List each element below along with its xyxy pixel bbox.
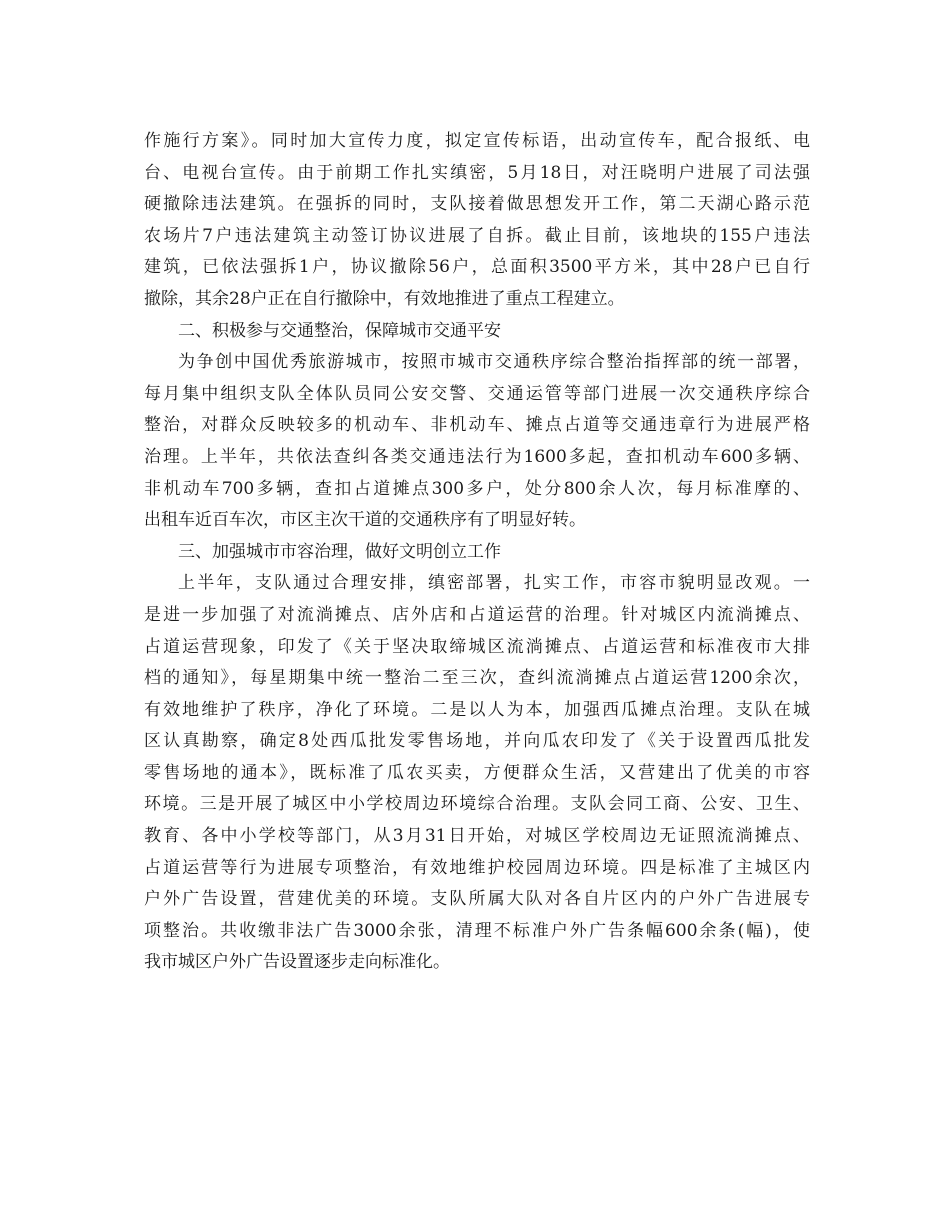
text-line: 建筑，已依法强拆1户，协议撤除56户，总面积3500平方米，其中28户已自行 [144, 257, 810, 278]
text-line: 项整治。共收缴非法广告3000余张，清理不标准户外广告条幅600余条(幅)，使 [144, 920, 810, 941]
text-line: 整治，对群众反映较多的机动车、非机动车、摊点占道等交通违章行为进展严格 [144, 415, 810, 436]
text-line: 占道运营现象，印发了《关于坚决取缔城区流淌摊点、占道运营和标准夜市大排 [144, 636, 810, 657]
text-line: 非机动车700多辆，查扣占道摊点300多户，处分800余人次，每月标准摩的、 [144, 478, 810, 499]
paragraph-start-line: 三、加强城市市容治理，做好文明创立工作 [178, 541, 501, 562]
text-line: 占道运营等行为进展专项整治，有效地维护校园周边环境。四是标准了主城区内 [144, 857, 810, 878]
text-line: 零售场地的通本》，既标准了瓜农买卖，方便群众生活，又营建出了优美的市容 [144, 762, 810, 783]
document-body [144, 126, 810, 979]
text-line: 有效地维护了秩序，净化了环境。二是以人为本，加强西瓜摊点治理。支队在城 [144, 699, 810, 720]
text-line: 每月集中组织支队全体队员同公安交警、交通运管等部门进展一次交通秩序综合 [144, 383, 810, 404]
text-line: 是进一步加强了对流淌摊点、店外店和占道运营的治理。针对城区内流淌摊点、 [144, 604, 810, 625]
text-line: 台、电视台宣传。由于前期工作扎实缜密，5月18日，对汪晓明户进展了司法强 [144, 162, 810, 183]
text-line: 档的通知》，每星期集中统一整治二至三次，查纠流淌摊点占道运营1200余次， [144, 668, 810, 689]
text-line: 作施行方案》。同时加大宣传力度，拟定宣传标语，出动宣传车，配合报纸、电 [144, 131, 810, 151]
text-line: 区认真勘察，确定8处西瓜批发零售场地，并向瓜农印发了《关于设置西瓜批发 [144, 731, 810, 752]
paragraph-start-line: 二、积极参与交通整治，保障城市交通平安 [178, 320, 501, 341]
text-line: 农场片7户违法建筑主动签订协议进展了自拆。截止目前，该地块的155户违法 [144, 225, 810, 246]
text-line: 出租车近百车次，市区主次干道的交通秩序有了明显好转。 [144, 510, 586, 531]
text-line: 环境。三是开展了城区中小学校周边环境综合治理。支队会同工商、公安、卫生、 [144, 794, 810, 815]
paragraph-start-line: 为争创中国优秀旅游城市，按照市城市交通秩序综合整治指挥部的统一部署， [178, 352, 810, 373]
text-line: 撤除，其余28户正在自行撤除中，有效地推进了重点工程建立。 [144, 288, 625, 309]
text-line: 户外广告设置，营建优美的环境。支队所属大队对各自片区内的户外广告进展专 [144, 889, 810, 910]
paragraph-start-line: 上半年，支队通过合理安排，缜密部署，扎实工作，市容市貌明显改观。一 [178, 573, 810, 594]
text-line: 教育、各中小学校等部门，从3月31日开始，对城区学校周边无证照流淌摊点、 [144, 826, 810, 847]
text-line: 我市城区户外广告设置逐步走向标准化。 [144, 952, 450, 973]
text-line: 治理。上半年，共依法查纠各类交通违法行为1600多起，查扣机动车600多辆、 [144, 446, 810, 467]
text-line: 硬撤除违法建筑。在强拆的同时，支队接着做思想发开工作，第二天湖心路示范 [144, 194, 810, 215]
